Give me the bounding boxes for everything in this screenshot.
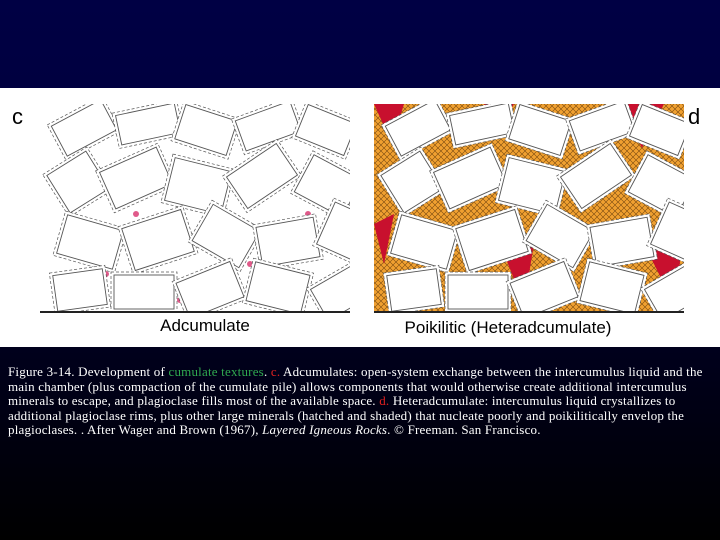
panel-c-title: Adcumulate [160, 316, 250, 335]
caption-book-title: Layered Igneous Rocks [262, 422, 388, 438]
panel-d-drawing [374, 96, 713, 325]
panel-d-letter: d [688, 104, 701, 129]
figure-caption [8, 365, 712, 438]
interstitial-pocket [133, 211, 139, 217]
plagioclase-crystal [383, 265, 444, 314]
panel-c-letter: c [12, 104, 23, 129]
caption-text-c: Adcumulates: open-system exchange between the intercumulus liquid and the main chamber (plus compaction of the cumulate pile) allows components that would otherwise create additional intercumulus minerals to escape, and plagioclase fills most of the available space. [8, 364, 703, 409]
caption-sep: . [263, 364, 271, 379]
caption-label-c: c. [270, 364, 281, 379]
plagioclase-crystal [49, 265, 110, 314]
caption-tail: . © Freeman. San Francisco. [387, 422, 541, 438]
caption-lead: Figure 3-14. Development of [8, 364, 169, 379]
caption-term: cumulate textures [168, 364, 264, 379]
caption-label-d: d. [379, 393, 390, 409]
panel-c-drawing [40, 96, 379, 325]
panel-d-title: Poikilitic (Heteradcumulate) [404, 318, 612, 337]
plagioclase-crystal [445, 272, 511, 312]
plagioclase-crystal [111, 272, 177, 312]
caption-text-d: Heteradcumulate: intercumulus liquid crystallizes to additional plagioclase rims, plus other large minerals (hatched and shaded) that nucleate poorly and poikilitically envelop the plagioclases. . After Wager and Brown (1967), [8, 393, 685, 438]
figure-image [0, 88, 720, 347]
cumulate-texture-diagram [0, 88, 720, 347]
